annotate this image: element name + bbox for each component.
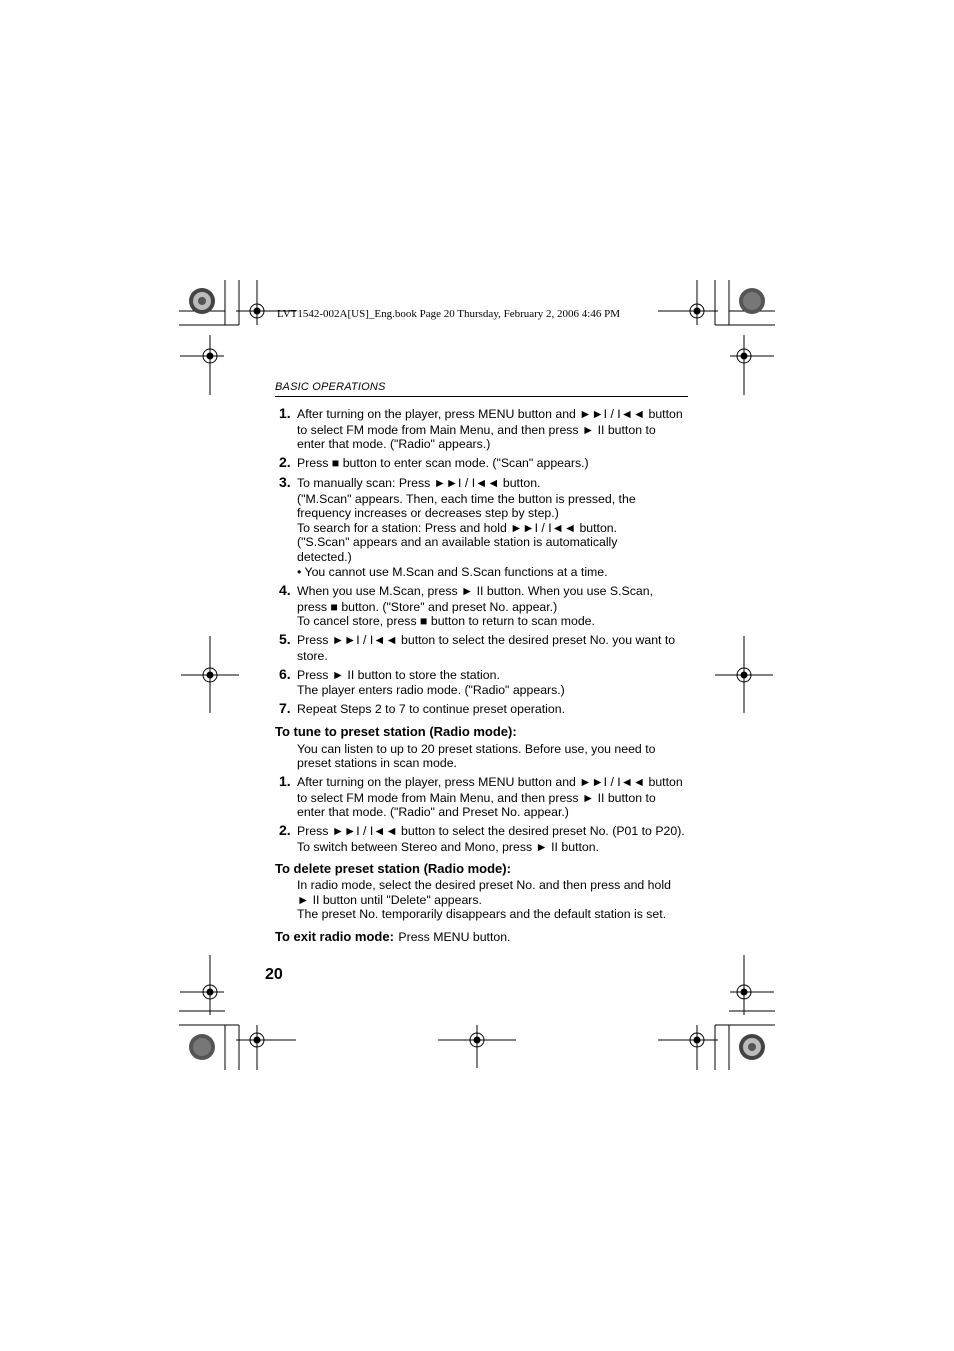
step-number: 1. [279, 405, 291, 421]
delete-line: ► II button until "Delete" appears. [297, 893, 482, 907]
step-number: 6. [279, 666, 291, 682]
step-1-line: enter that mode. ("Radio" appears.) [297, 437, 491, 451]
step-5-line: store. [297, 649, 328, 663]
step-3-note: • You cannot use M.Scan and S.Scan functions at a time. [297, 565, 608, 579]
tune-step-1-line: to select FM mode from Main Menu, and then press ► II button to [297, 791, 656, 805]
step-3-line: To manually scan: Press ►►I / I◄◄ button. [297, 476, 541, 490]
step-number: 3. [279, 474, 291, 490]
delete-line: In radio mode, select the desired preset No. and then press and hold [297, 878, 671, 892]
tune-step-1-line: After turning on the player, press MENU button and ►►I / I◄◄ button [297, 775, 683, 789]
section-title: BASIC OPERATIONS [275, 381, 386, 393]
step-number: 7. [279, 700, 291, 716]
exit-heading: To exit radio mode: [275, 929, 394, 944]
step-2-line: Press ■ button to enter scan mode. ("Scan" appears.) [297, 456, 589, 470]
exit-line [275, 928, 510, 946]
tune-step-1-line: enter that mode. ("Radio" and Preset No. appear.) [297, 805, 569, 819]
delete-line: The preset No. temporarily disappears and the default station is set. [297, 907, 667, 921]
step-number: 2. [279, 822, 291, 838]
delete-heading: To delete preset station (Radio mode): [275, 861, 511, 876]
step-1-line: to select FM mode from Main Menu, and then press ► II button to [297, 423, 656, 437]
page-number: 20 [265, 966, 283, 983]
tune-step-2-line: To switch between Stereo and Mono, press ► II button. [297, 840, 599, 854]
step-1-line: After turning on the player, press MENU button and ►►I / I◄◄ button [297, 407, 683, 421]
section-rule [275, 396, 688, 397]
tune-heading: To tune to preset station (Radio mode): [275, 724, 517, 739]
tune-intro: preset stations in scan mode. [297, 756, 457, 770]
step-5-line: Press ►►I / I◄◄ button to select the desired preset No. you want to [297, 633, 676, 647]
step-4-line: To cancel store, press ■ button to return to scan mode. [297, 614, 595, 628]
step-3-line: frequency increases or decreases step by step.) [297, 506, 559, 520]
tune-intro: You can listen to up to 20 preset stations. Before use, you need to [297, 742, 656, 756]
step-number: 2. [279, 454, 291, 470]
exit-text: Press MENU button. [398, 930, 511, 944]
step-number: 4. [279, 582, 291, 598]
step-3-line: ("S.Scan" appears and an available station is automatically [297, 535, 618, 549]
step-3-line: To search for a station: Press and hold ►►I / I◄◄ button. [297, 521, 618, 535]
step-number: 5. [279, 631, 291, 647]
step-6-line: The player enters radio mode. ("Radio" appears.) [297, 683, 565, 697]
step-7-line: Repeat Steps 2 to 7 to continue preset operation. [297, 702, 565, 716]
tune-step-2-line: Press ►►I / I◄◄ button to select the desired preset No. (P01 to P20). [297, 824, 685, 838]
step-4-line: press ■ button. ("Store" and preset No. appear.) [297, 600, 558, 614]
step-number: 1. [279, 773, 291, 789]
file-header: LVT1542-002A[US]_Eng.book Page 20 Thursday, February 2, 2006 4:46 PM [277, 308, 621, 320]
step-3-line: detected.) [297, 550, 352, 564]
step-6-line: Press ► II button to store the station. [297, 668, 500, 682]
step-3-line: ("M.Scan" appears. Then, each time the button is pressed, the [297, 492, 636, 506]
step-4-line: When you use M.Scan, press ► II button. When you use S.Scan, [297, 584, 653, 598]
